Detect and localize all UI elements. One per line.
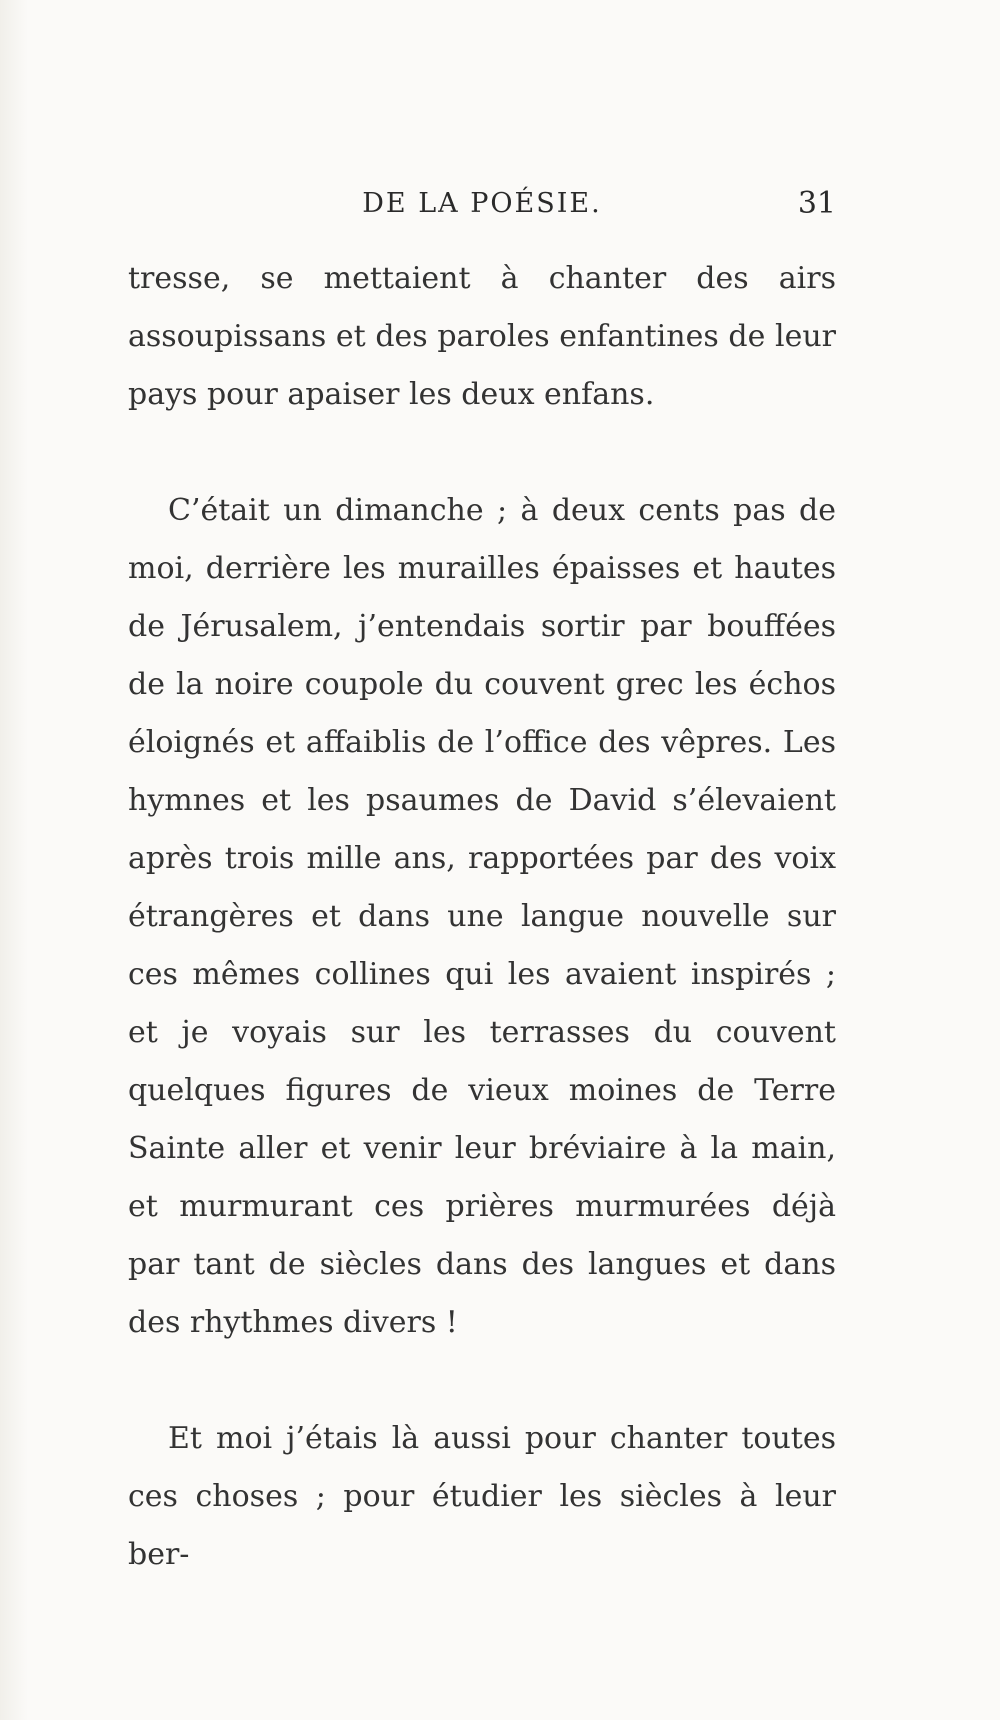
paragraph: Et moi j’étais là aussi pour chanter toutes ces choses ; pour étudier les siècles à leur ber- [128, 1421, 836, 1572]
body-text [128, 250, 836, 1584]
running-head: DE LA POÉSIE. [362, 188, 602, 219]
page-header [128, 180, 836, 230]
paragraph-continued: tresse, se mettaient à chanter des airs assoupissans et des paroles enfantines de leur pays pour apaiser les deux enfans. [128, 261, 836, 412]
paragraph-gap [128, 1352, 836, 1410]
paragraph-gap [128, 424, 836, 482]
page-number: 31 [797, 186, 836, 221]
paragraph: C’était un dimanche ; à deux cents pas de moi, derrière les murailles épaisses et hautes de Jérusalem, j’entendais sortir par bouffées de la noire coupole du couvent grec les échos éloignés et affaiblis de l’office des vêpres. Les hymnes et les psaumes de David s’élevaient après trois mille ans, rapportées par des voix étrangères et dans une langue nouvelle sur ces mêmes collines qui les avaient inspirés ; et je voyais sur les terrasses du couvent quelques figures de vieux moines de Terre Sainte aller et venir leur bréviaire à la main, et murmurant ces prières murmurées déjà par tant de siècles dans des langues et dans des rhythmes divers ! [128, 493, 836, 1340]
